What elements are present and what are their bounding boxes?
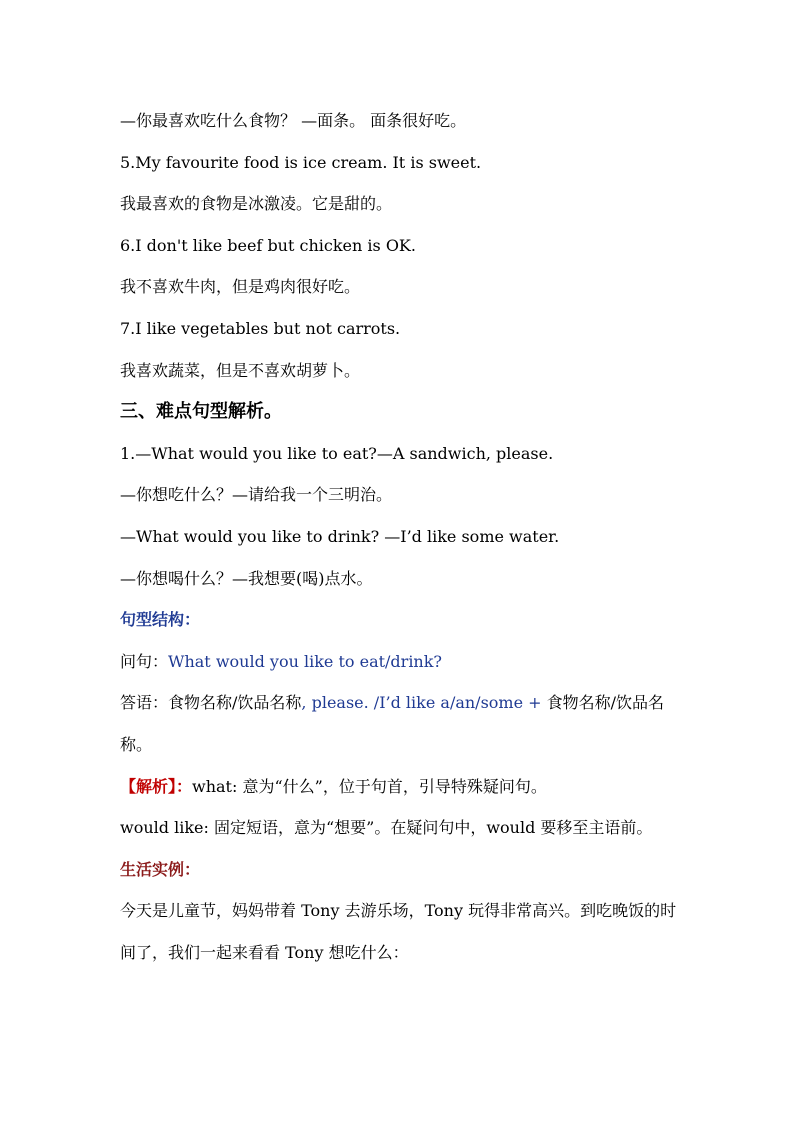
answer-prefix: 答语：食物名称/饮品名称 — [120, 693, 302, 713]
example-label: 生活实例： — [120, 859, 201, 879]
pattern-sentence-1: 1.—What would you like to eat?—A sandwich, please. — [120, 443, 554, 463]
question-prefix: 问句： — [120, 651, 169, 671]
sentence-5-translation: 我最喜欢的食物是冰激凌。它是甜的。 — [120, 194, 393, 214]
answer-pattern-text: , please. /I’d like a/an/some + — [301, 693, 542, 713]
structure-label-text: 句型结构： — [120, 610, 201, 630]
structure-label — [120, 599, 680, 641]
analysis-line-2: would like: 固定短语，意为“想要”。在疑问句中，would 要移至主语前。 — [120, 818, 653, 838]
analysis-text-1: what: 意为“什么”，位于句首，引导特殊疑问句。 — [192, 776, 547, 796]
sentence-6-translation: 我不喜欢牛肉，但是鸡肉很好吃。 — [120, 277, 361, 297]
answer-pattern — [120, 682, 680, 765]
pattern-sentence-2: —What would you like to drink? —I’d like some water. — [120, 526, 560, 546]
example-text: 今天是儿童节，妈妈带着 Tony 去游乐场，Tony 玩得非常高兴。到吃晚饭的时间了，我们一起来看看 Tony 想吃什么： — [120, 901, 677, 962]
section-heading: 三、难点句型解析。 — [120, 401, 282, 423]
analysis-line-1 — [120, 766, 680, 808]
document-page — [120, 100, 680, 973]
pattern-sentence-1-translation: —你想吃什么？—请给我一个三明治。 — [120, 485, 393, 505]
analysis-label: 【解析】： — [120, 776, 193, 796]
sentence-5: 5.My favourite food is ice cream. It is sweet. — [120, 152, 482, 172]
question-pattern — [120, 641, 680, 683]
sentence-7: 7.I like vegetables but not carrots. — [120, 318, 401, 338]
answer-suffix: 食物名称/饮品名称。 — [120, 693, 665, 754]
dialogue-line: —你最喜欢吃什么食物？ —面条。 面条很好吃。 — [120, 111, 467, 130]
sentence-7-translation: 我喜欢蔬菜，但是不喜欢胡萝卜。 — [120, 360, 361, 380]
sentence-6: 6.I don't like beef but chicken is OK. — [120, 235, 416, 255]
pattern-sentence-2-translation: —你想喝什么？—我想要(喝)点水。 — [120, 568, 373, 588]
question-pattern-text: What would you like to eat/drink? — [168, 651, 443, 671]
example-label-line — [120, 849, 680, 891]
